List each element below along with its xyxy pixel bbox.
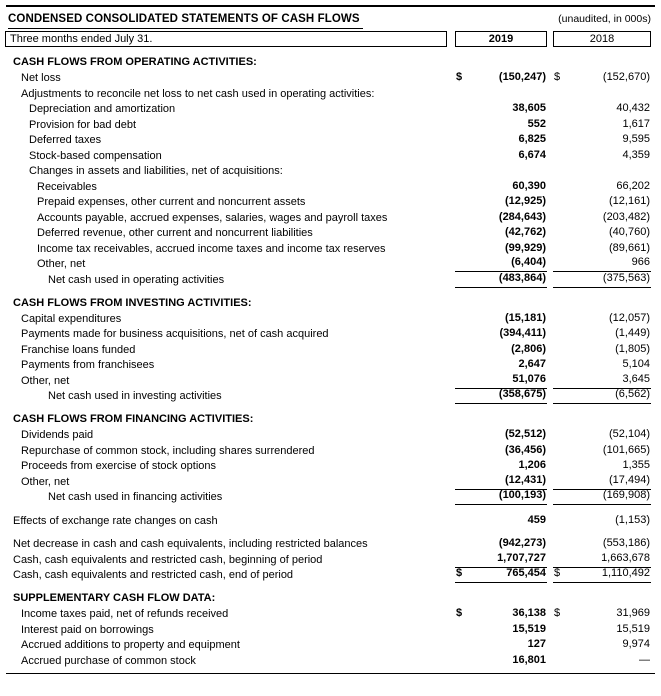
- cell-value: (40,760): [609, 226, 650, 238]
- row-label: Provision for bad debt: [29, 118, 137, 131]
- value-2019: [455, 210, 547, 226]
- row-label: Payments made for business acquisitions, net of cash acquired: [21, 328, 329, 340]
- value-2019: [455, 117, 547, 133]
- cell-value: 1,707,727: [497, 551, 546, 564]
- cell-value: (483,864): [498, 271, 546, 284]
- row-label: Net cash used in financing activities: [48, 491, 223, 503]
- row-label: Accrued purchase of common stock: [21, 654, 196, 667]
- value-2019: [455, 271, 547, 288]
- cell-value: —: [639, 653, 650, 666]
- value-2019: [455, 443, 547, 459]
- cell-value: (6,404): [511, 256, 546, 268]
- row-label: Dividends paid: [21, 429, 94, 441]
- cell-value: 1,617: [622, 117, 650, 130]
- section-header: SUPPLEMENTARY CASH FLOW DATA:: [13, 592, 216, 604]
- statement-section: [8, 55, 651, 288]
- value-2019: [455, 194, 547, 210]
- value-2019: [455, 311, 547, 327]
- statement-row: [8, 568, 651, 584]
- cell-value: 459: [527, 513, 546, 526]
- value-2019: [455, 622, 547, 638]
- value-2018: [553, 101, 651, 117]
- value-2019: [455, 179, 547, 195]
- row-label: Proceeds from exercise of stock options: [21, 460, 217, 472]
- cell-value: (284,643): [498, 210, 546, 223]
- cell-value: 4,359: [622, 148, 650, 161]
- value-2018: [553, 117, 651, 133]
- value-2018: [553, 443, 651, 459]
- value-2019: [455, 342, 547, 358]
- row-label: Interest paid on borrowings: [21, 623, 154, 636]
- cell-value: 6,674: [518, 148, 546, 161]
- cell-value: (358,675): [498, 388, 546, 400]
- value-2018: [553, 148, 651, 164]
- cell-value: (12,161): [609, 195, 650, 207]
- row-label: Other, net: [37, 258, 86, 270]
- top-rule: [6, 5, 655, 7]
- cell-value: 1,110,492: [601, 567, 650, 579]
- value-2019: [455, 70, 547, 86]
- value-2018: [553, 70, 651, 86]
- cell-value: (89,661): [609, 241, 650, 254]
- value-2019: [455, 653, 547, 669]
- row-label: Deferred revenue, other current and noncurrent liabilities: [37, 227, 313, 239]
- statement-row: [8, 327, 651, 343]
- cell-value: 6,825: [518, 133, 546, 145]
- cash-flow-statement-page: [0, 5, 661, 674]
- row-label: Other, net: [21, 374, 70, 387]
- cell-value: 16,801: [512, 653, 546, 666]
- value-2018: [553, 210, 651, 226]
- statement-row: [8, 490, 651, 506]
- cell-value: (101,665): [602, 443, 650, 456]
- statement-row: [8, 195, 651, 211]
- value-2019: [455, 372, 547, 389]
- cell-value: (52,512): [505, 428, 546, 440]
- value-2018: [553, 606, 651, 622]
- row-label: Net cash used in investing activities: [48, 390, 222, 402]
- row-label: Prepaid expenses, other current and noncurrent assets: [37, 196, 306, 208]
- cell-value: 15,519: [512, 622, 546, 635]
- value-2018: [553, 179, 651, 195]
- statement-row: [8, 102, 651, 118]
- row-label: Income tax receivables, accrued income taxes and income tax reserves: [37, 242, 386, 255]
- cell-value: 36,138: [512, 607, 546, 619]
- dollar-sign: $: [554, 607, 561, 619]
- statement-row: [8, 622, 651, 638]
- cell-value: (394,411): [499, 327, 546, 339]
- cell-value: (1,449): [615, 327, 650, 339]
- dollar-sign: $: [554, 567, 561, 579]
- statement-row: [8, 342, 651, 358]
- dollar-sign: $: [456, 71, 463, 83]
- dollar-sign: $: [456, 567, 463, 579]
- cell-value: (100,193): [498, 489, 546, 501]
- value-2018: [553, 255, 651, 272]
- cell-value: (942,273): [498, 537, 546, 549]
- value-2018: [553, 387, 651, 404]
- cell-value: 9,974: [622, 638, 650, 650]
- statement-row: [8, 653, 651, 669]
- cell-value: 5,104: [622, 358, 650, 370]
- statement-row: [8, 226, 651, 242]
- cell-value: 60,390: [512, 179, 546, 192]
- row-label: Payments from franchisees: [21, 359, 155, 371]
- row-label: Net loss: [21, 72, 61, 84]
- row-label: Franchise loans funded: [21, 343, 136, 356]
- cell-value: 38,605: [512, 102, 546, 114]
- row-label: Adjustments to reconcile net loss to net cash used in operating activities:: [21, 87, 375, 100]
- statement-row: [8, 389, 651, 405]
- row-label: Depreciation and amortization: [29, 103, 176, 115]
- column-header-2018: 2018: [553, 31, 651, 47]
- value-2018: [553, 551, 651, 568]
- statement-row: [8, 272, 651, 288]
- value-2018: [553, 637, 651, 653]
- row-label: Effects of exchange rate changes on cash: [13, 514, 218, 527]
- cell-value: (36,456): [505, 443, 546, 456]
- period-label-box: Three months ended July 31.: [5, 31, 447, 47]
- value-2018: [553, 473, 651, 490]
- statement-row: [8, 607, 651, 623]
- value-2019: [455, 101, 547, 117]
- row-label: Receivables: [37, 180, 97, 193]
- statement-row: [8, 148, 651, 164]
- cell-value: 15,519: [616, 622, 650, 635]
- page-title: CONDENSED CONSOLIDATED STATEMENTS OF CASH FLOWS: [8, 12, 363, 29]
- cell-value: (15,181): [505, 311, 546, 324]
- statement-section: [8, 412, 651, 505]
- bottom-rule: [6, 673, 655, 674]
- dollar-sign: $: [456, 607, 463, 619]
- statement-row: [8, 164, 651, 180]
- title-row: [8, 11, 651, 29]
- statement-row: [8, 133, 651, 149]
- statement-row: [8, 428, 651, 444]
- cell-value: (99,929): [505, 241, 546, 254]
- value-2019: [455, 637, 547, 653]
- value-2018: [553, 311, 651, 327]
- statement-row: [8, 638, 651, 654]
- row-label: Capital expenditures: [21, 312, 122, 325]
- cell-value: (12,057): [609, 311, 650, 324]
- value-2018: [553, 513, 651, 529]
- statement-row: [8, 86, 651, 102]
- value-2019: [455, 255, 547, 272]
- statement-row: [8, 117, 651, 133]
- cell-value: (1,153): [615, 513, 650, 526]
- value-2019: [455, 387, 547, 404]
- cell-value: 31,969: [616, 607, 650, 619]
- statement-row: [8, 513, 651, 529]
- row-label: Stock-based compensation: [29, 149, 162, 162]
- cell-value: (2,806): [511, 342, 546, 355]
- cell-value: (52,104): [609, 428, 650, 440]
- value-2019: [455, 132, 547, 148]
- statement-section: [8, 296, 651, 405]
- row-label: Net cash used in operating activities: [48, 273, 225, 286]
- value-2018: [553, 372, 651, 389]
- section-header: CASH FLOWS FROM OPERATING ACTIVITIES:: [13, 56, 257, 68]
- column-header-2019: 2019: [455, 31, 547, 47]
- dollar-sign: $: [554, 71, 561, 83]
- value-2019: [455, 513, 547, 529]
- value-2018: [553, 488, 651, 505]
- statement-section: [8, 513, 651, 529]
- cell-value: 9,595: [622, 133, 650, 145]
- section-header: CASH FLOWS FROM FINANCING ACTIVITIES:: [13, 413, 254, 425]
- row-label: Accounts payable, accrued expenses, salaries, wages and payroll taxes: [37, 211, 388, 224]
- value-2018: [553, 326, 651, 342]
- unaudited-note: (unaudited, in 000s): [558, 13, 651, 25]
- cell-value: 1,206: [518, 459, 546, 471]
- row-label: Net decrease in cash and cash equivalents, including restricted balances: [13, 538, 368, 550]
- statement-section: [8, 591, 651, 669]
- value-2019: [455, 473, 547, 490]
- statement-section: [8, 537, 651, 584]
- value-2019: [455, 427, 547, 443]
- row-label: Income taxes paid, net of refunds received: [21, 608, 229, 620]
- cell-value: (12,431): [505, 473, 546, 486]
- cell-value: (17,494): [609, 473, 650, 486]
- value-2019: [455, 551, 547, 568]
- cell-value: 66,202: [616, 179, 650, 192]
- row-label: Other, net: [21, 475, 70, 488]
- cell-value: 3,645: [622, 372, 650, 385]
- cell-value: 40,432: [616, 102, 650, 114]
- cell-value: 51,076: [512, 372, 546, 385]
- row-label: Changes in assets and liabilities, net of acquisitions:: [29, 165, 283, 177]
- value-2018: [553, 225, 651, 241]
- row-label: Accrued additions to property and equipment: [21, 639, 240, 651]
- cell-value: 2,647: [518, 358, 546, 370]
- cell-value: 765,454: [506, 567, 546, 579]
- cell-value: (150,247): [498, 71, 546, 83]
- value-2019: [455, 148, 547, 164]
- value-2018: [553, 194, 651, 210]
- value-2018: [553, 132, 651, 148]
- value-2018: [553, 566, 651, 583]
- cell-value: (1,805): [615, 342, 650, 355]
- value-2019: [455, 566, 547, 583]
- value-2018: [553, 622, 651, 638]
- value-2019: [455, 326, 547, 342]
- statement-row: [8, 443, 651, 459]
- cell-value: 552: [527, 117, 546, 130]
- cell-value: (6,562): [615, 388, 650, 400]
- cell-value: (553,186): [602, 537, 650, 549]
- column-header-row: [8, 31, 651, 47]
- cell-value: 127: [527, 638, 546, 650]
- cell-value: (169,908): [602, 489, 650, 501]
- section-header: CASH FLOWS FROM INVESTING ACTIVITIES:: [13, 296, 252, 309]
- statement-body: [8, 55, 651, 669]
- row-label: Cash, cash equivalents and restricted cash, beginning of period: [13, 553, 323, 566]
- statement-row: [8, 311, 651, 327]
- cell-value: (42,762): [505, 226, 546, 238]
- row-label: Deferred taxes: [29, 134, 102, 146]
- value-2018: [553, 653, 651, 669]
- cell-value: (375,563): [602, 271, 650, 284]
- value-2019: [455, 606, 547, 622]
- value-2018: [553, 271, 651, 288]
- cell-value: (152,670): [602, 71, 650, 83]
- cell-value: (12,925): [505, 195, 546, 207]
- cell-value: 1,663,678: [601, 551, 650, 564]
- row-label: Repurchase of common stock, including shares surrendered: [21, 444, 315, 457]
- cell-value: 966: [631, 256, 650, 268]
- value-2018: [553, 427, 651, 443]
- row-label: Cash, cash equivalents and restricted cash, end of period: [13, 569, 294, 581]
- value-2019: [455, 488, 547, 505]
- statement-row: [8, 210, 651, 226]
- cell-value: 1,355: [622, 459, 650, 471]
- value-2018: [553, 342, 651, 358]
- statement-row: [8, 179, 651, 195]
- cell-value: (203,482): [602, 210, 650, 223]
- value-2019: [455, 225, 547, 241]
- statement-row: [8, 71, 651, 87]
